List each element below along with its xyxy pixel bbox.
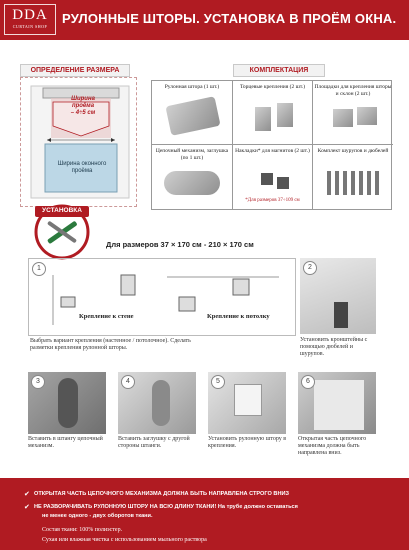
tube-image [152,380,170,426]
end-bracket-image [277,103,293,127]
end-bracket-image [255,107,271,131]
step-number: 2 [303,261,317,275]
kit-item [313,81,393,145]
wall-mount-label: Крепление к стене [79,313,134,320]
kit-item [233,145,313,209]
pad-image [333,109,353,127]
warning-line-3: не менее одного - двух оборотов ткани. [42,513,153,519]
installed-blind-image [314,380,364,430]
check-icon: ✔ [24,490,30,498]
opening-note-line1: Ширина оконного [57,161,107,167]
ceiling-mount-label: Крепление к потолку [207,313,270,320]
step-1-diagram [28,258,296,336]
magnet-pad-image [277,177,289,189]
step-2-caption: Установить кронштейны с помощью дюбелей и шурупов. [300,337,368,357]
step-number: 6 [301,375,315,389]
logo [4,4,56,35]
step-5-photo [208,372,286,434]
care-line-1: Состав ткани: 100% полиэстер. [42,527,123,533]
tube-image [58,378,78,428]
kit-item-name: Комплект шурупов и дюбелей [317,148,389,154]
step-number: 3 [31,375,45,389]
kit-item-name: Накладки* для магнитов (2 шт.) [235,148,310,154]
kit-label: КОМПЛЕКТАЦИЯ [233,64,325,77]
bracket-image [234,384,262,416]
check-icon: ✔ [24,503,30,511]
kit-item-name: Площадки для крепления шторы и склон (2 шт.) [314,84,392,97]
kit-item-name: Торцевые крепления (2 шт.) [239,84,306,90]
chain-mechanism-image [164,171,220,195]
step-1-caption: Выбрать вариант крепления (настенное / потолочное). Сделать разметки крепления рулонной шторы. [30,338,191,351]
step-3-photo [28,372,106,434]
step-5-caption: Установить рулонную штору в крепления. [208,436,287,449]
width-note-line3: – 4÷5 см [70,110,96,116]
install-badge-label: УСТАНОВКА [42,207,82,214]
step-number: 1 [32,262,46,276]
magnet-pad-image [261,173,273,185]
kit-table [151,80,392,210]
step-number: 4 [121,375,135,389]
step-3-caption: Вставить в штангу цепочный механизм. [28,436,103,449]
warning-line-1: ОТКРЫТАЯ ЧАСТЬ ЦЕПОЧНОГО МЕХАНИЗМА ДОЛЖНА БЫТЬ НАПРАВЛЕНА СТРОГО ВНИЗ [34,491,290,497]
size-range: Для размеров 37 × 170 см - 210 × 170 см [106,240,254,249]
drill-image [334,302,348,328]
step-4-photo [118,372,196,434]
header-bar [0,0,409,40]
care-line-2: Сухая или влажная чистка с использованием мыльного раствора [42,537,207,543]
logo-text: DDA [12,7,48,23]
kit-item-name: Рулонная штора (1 шт.) [164,84,220,90]
roller-blind-image [165,96,220,136]
screws-image [327,171,379,195]
step-4-caption: Вставить заглушку с другой стороны штанги. [118,436,190,449]
step-6-photo [298,372,376,434]
kit-item [152,145,233,209]
opening-note-line2: проёма [71,168,93,174]
measure-panel [20,77,137,207]
kit-item-name: Цепочный механизм, заглушка (по 1 шт.) [155,148,229,161]
kit-footnote: *Для размеров 37÷109 см [245,198,300,203]
warning-line-2: НЕ РАЗВОРАЧИВАТЬ РУЛОННУЮ ШТОРУ НА ВСЮ ДЛИНУ ТКАНИ! На трубе должно оставаться [34,504,298,510]
step-2-photo [300,258,376,334]
step-number: 5 [211,375,225,389]
curtain-width-note [59,96,107,117]
kit-item [233,81,313,145]
kit-item [313,145,393,209]
width-note-line2: проёма [71,103,95,109]
warning-footer [0,478,409,550]
step-6-caption: Открытая часть цепочного механизма должна быть направлена вниз. [298,436,367,456]
width-note-line1: Ширина [71,96,95,102]
measure-label: ОПРЕДЕЛЕНИЕ РАЗМЕРА [20,64,130,77]
opening-width-note [49,161,115,175]
install-badge [27,200,97,260]
logo-subtext: CURTAIN SHOP [12,24,48,29]
pad-image [357,107,377,125]
page-title: РУЛОННЫЕ ШТОРЫ. УСТАНОВКА В ПРОЁМ ОКНА. [62,11,397,26]
kit-item [152,81,233,145]
